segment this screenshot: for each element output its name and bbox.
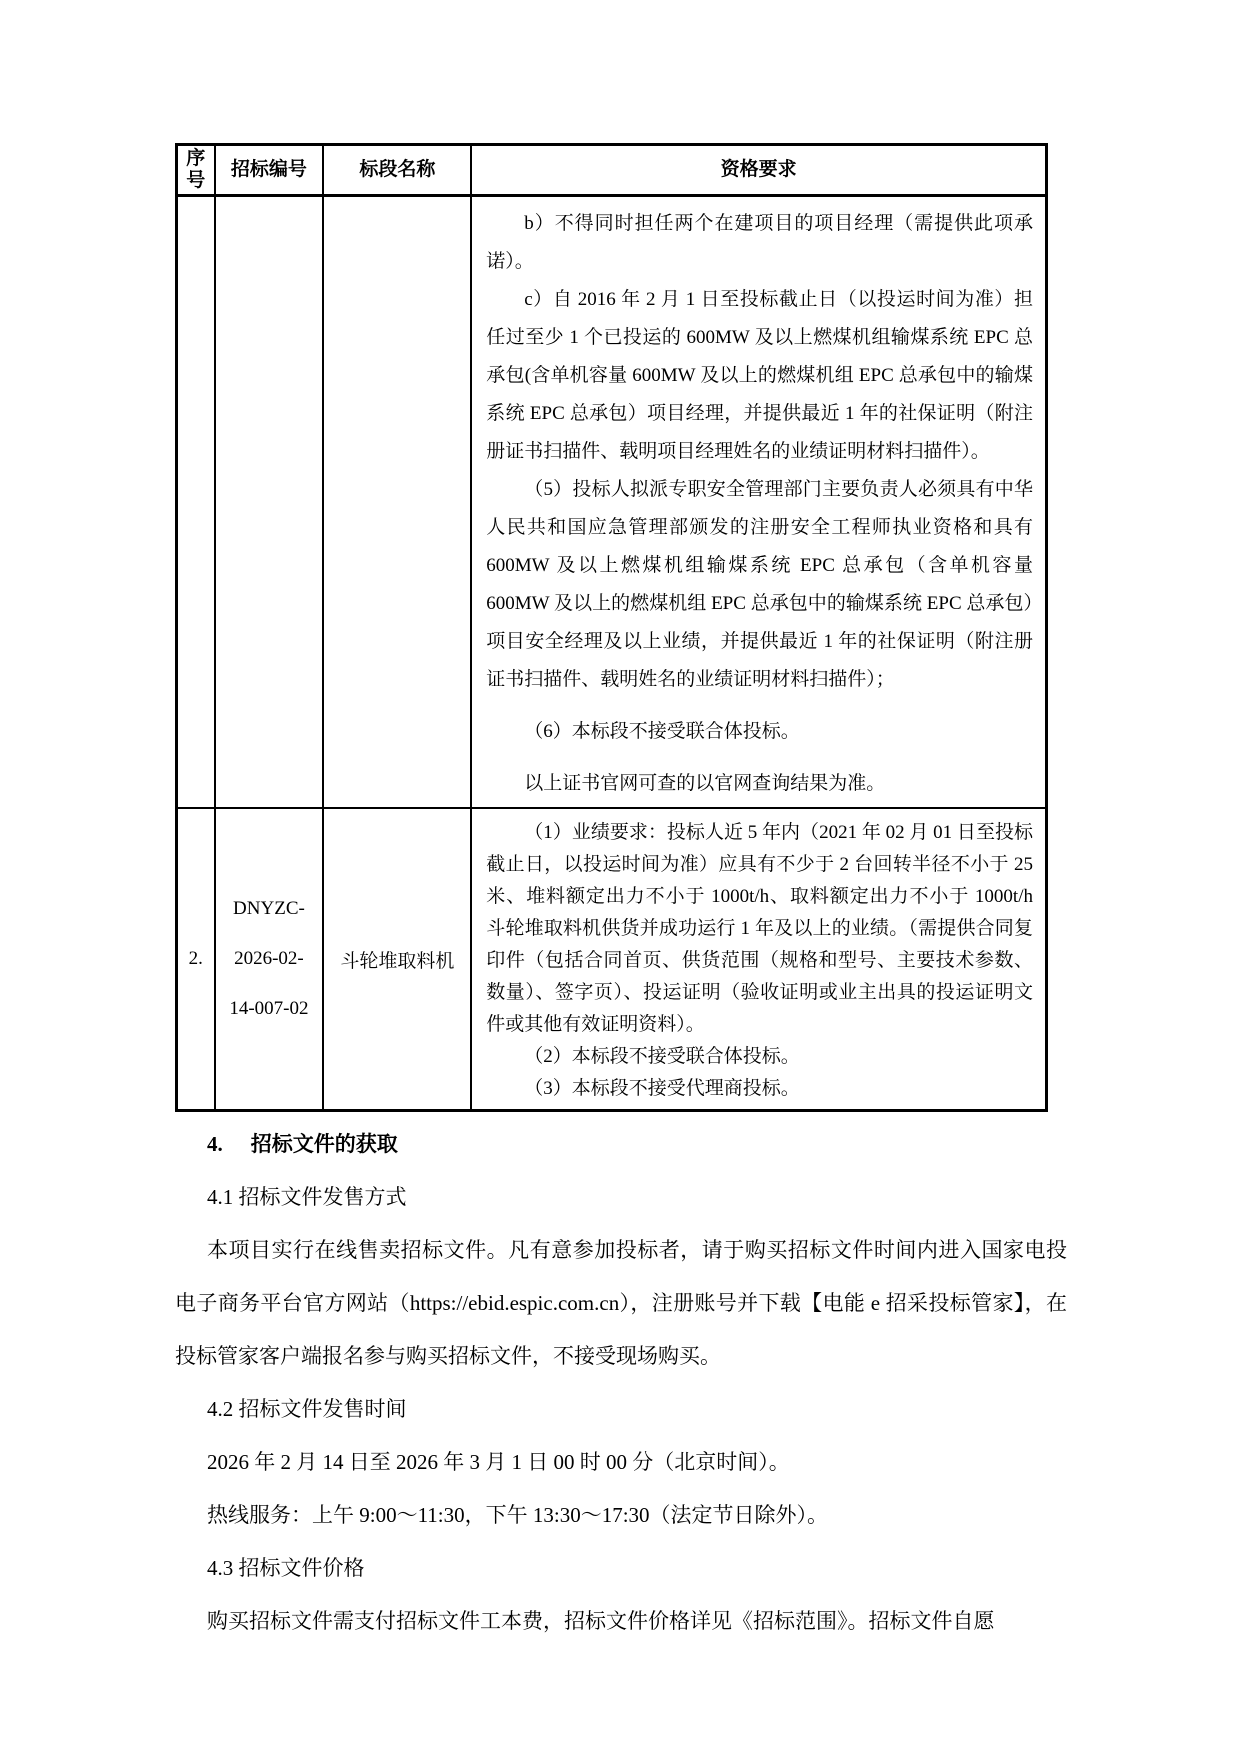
section-4-3-heading: 4.3 招标文件价格	[207, 1556, 365, 1580]
qualification-paragraph: （2）本标段不接受联合体投标。	[524, 1046, 800, 1067]
row2-section-name-cell: 斗轮堆取料机	[323, 808, 471, 1111]
row1-qualification-cell	[471, 196, 1046, 809]
tender-no-line: DNYZC-	[233, 898, 305, 919]
section-4-number: 4.	[207, 1132, 223, 1156]
section-4-2-line-hotline: 热线服务：上午 9:00～11:30，下午 13:30～17:30（法定节日除外）。	[207, 1503, 829, 1527]
section-4-document-acquisition	[175, 1118, 1067, 1648]
row1-seq-cell	[177, 196, 215, 809]
section-4-title: 招标文件的获取	[250, 1132, 398, 1156]
table-header-row	[177, 145, 1047, 196]
tender-no-line: 14-007-02	[229, 998, 309, 1019]
row2-seq-cell: 2.	[177, 808, 215, 1111]
qualification-paragraph: （1）业绩要求：投标人近 5 年内（2021 年 02 月 01 日至投标截止日，以投运时间为准）应具有不少于 2 台回转半径不小于 25 米、堆料额定出力不小于 1000t/h、取料额定出力不小于 1000t/h 斗轮堆取料机供货并成功运行 1 年及以上的业绩。（需提供合同复印件（包括合同首页、供货范围（规格和型号、主要技术参数、数量）、签字页）、投运证明（验收证明或业主出具的投运证明文件或其他有效证明资料）。	[486, 822, 1033, 1035]
section-4-1-heading: 4.1 招标文件发售方式	[207, 1185, 407, 1209]
table-row	[177, 808, 1047, 1111]
tender-no-line: 2026-02-	[234, 948, 304, 969]
row1-tender-no-cell	[215, 196, 324, 809]
qualification-paragraph: b）不得同时担任两个在建项目的项目经理（需提供此项承诺）。	[486, 213, 1033, 272]
qualification-paragraph: （3）本标段不接受代理商投标。	[524, 1078, 800, 1099]
qualification-paragraph: （5）投标人拟派专职安全管理部门主要负责人必须具有中华人民共和国应急管理部颁发的注册安全工程师执业资格和具有 600MW 及以上燃煤机组输煤系统 EPC 总承包（含单机容量 600MW 及以上的燃煤机组 EPC 总承包中的输煤系统 EPC 总承包）项目安全经理及以上业绩，并提供最近 1 年的社保证明（附注册证书扫描件、载明姓名的业绩证明材料扫描件）；	[486, 479, 1033, 690]
qualification-paragraph: c）自 2016 年 2 月 1 日至投标截止日（以投运时间为准）担任过至少 1 个已投运的 600MW 及以上燃煤机组输煤系统 EPC 总承包(含单机容量 600MW 及以上的燃煤机组 EPC 总承包中的输煤系统 EPC 总承包）项目经理，并提供最近 1 年的社保证明（附注册证书扫描件、载明项目经理姓名的业绩证明材料扫描件）。	[486, 289, 1033, 462]
header-section-name: 标段名称	[323, 145, 471, 196]
qualification-paragraph: （6）本标段不接受联合体投标。	[524, 721, 800, 742]
header-qualification: 资格要求	[471, 145, 1046, 196]
section-4-3-body: 购买招标文件需支付招标文件工本费，招标文件价格详见《招标范围》。招标文件自愿	[207, 1609, 995, 1633]
section-4-2-line-dates: 2026 年 2 月 14 日至 2026 年 3 月 1 日 00 时 00 分（北京时间）。	[207, 1450, 790, 1474]
row2-qualification-cell	[471, 808, 1046, 1111]
header-tender-no: 招标编号	[215, 145, 324, 196]
section-4-2-heading: 4.2 招标文件发售时间	[207, 1397, 407, 1421]
row1-section-name-cell	[323, 196, 471, 809]
qualification-paragraph: 以上证书官网可查的以官网查询结果为准。	[524, 773, 886, 794]
header-seq: 序号	[177, 145, 215, 196]
table-row	[177, 196, 1047, 809]
section-4-1-body: 本项目实行在线售卖招标文件。凡有意参加投标者，请于购买招标文件时间内进入国家电投电子商务平台官方网站（https://ebid.espic.com.cn），注册账号并下载【电能 e 招采投标管家】，在投标管家客户端报名参与购买招标文件，不接受现场购买。	[175, 1238, 1067, 1368]
row2-tender-no-cell	[215, 808, 324, 1111]
bid-sections-table	[175, 143, 1048, 1112]
section-4-heading	[175, 1118, 1067, 1171]
